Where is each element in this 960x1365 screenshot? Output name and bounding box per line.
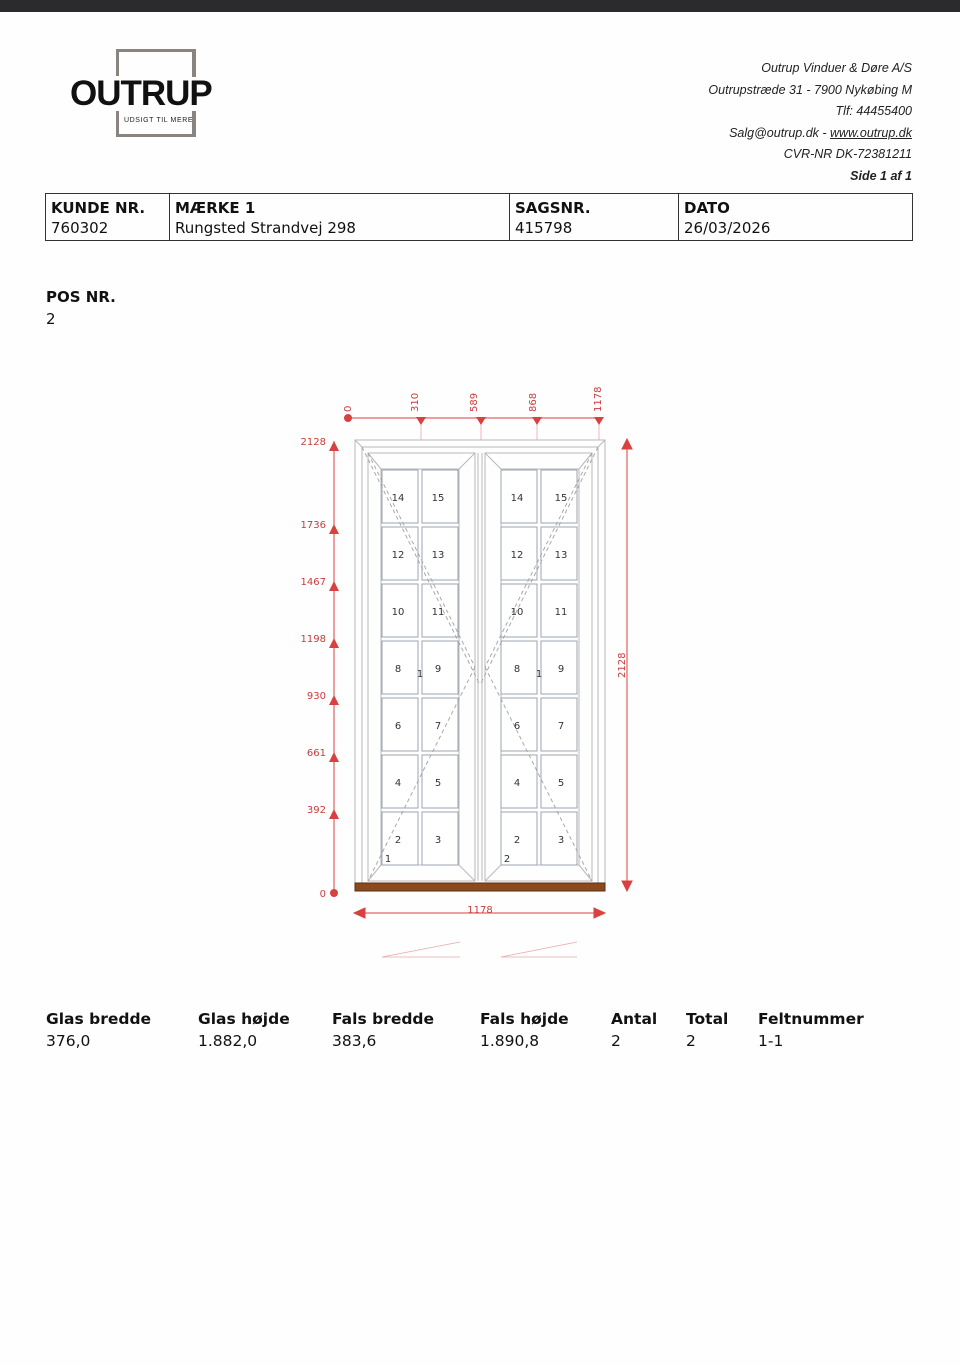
- pane-number: 5: [434, 778, 442, 789]
- logo-wordmark: OUTRUP: [70, 74, 212, 113]
- pane-number: 3: [557, 835, 565, 846]
- left-dim-arrow: [329, 524, 339, 534]
- pane-number: 14: [510, 493, 524, 504]
- fals-hojde-label: Fals højde: [480, 1010, 569, 1028]
- page-indicator: Side 1 af 1: [850, 168, 912, 183]
- pane-number: 3: [434, 835, 442, 846]
- glas-hojde-label: Glas højde: [198, 1010, 290, 1028]
- threshold-sill: [355, 883, 605, 891]
- pane-number: 12: [510, 550, 524, 561]
- left-dim-arrow: [329, 441, 339, 451]
- fals-bredde-value: 383,6: [332, 1032, 377, 1050]
- left-dim-label: 392: [306, 805, 326, 816]
- left-dim-label: 1467: [300, 577, 326, 588]
- antal-value: 2: [611, 1032, 621, 1050]
- left-dim-label: 930: [306, 691, 326, 702]
- left-dim-arrow: [329, 695, 339, 705]
- right-dim: 2128: [617, 652, 628, 678]
- pane-number: 9: [434, 664, 442, 675]
- col-total: [686, 1010, 728, 1050]
- top-dim-868: 868: [528, 392, 539, 412]
- contact-separator: -: [818, 125, 831, 140]
- company-cvr: CVR-NR DK-72381211: [783, 147, 912, 162]
- door-drawing: [290, 385, 650, 965]
- top-dim-589: 589: [469, 392, 480, 412]
- kunde-value: 760302: [51, 219, 109, 237]
- company-email[interactable]: Salg@outrup.dk: [729, 125, 819, 140]
- cell-maerke: [170, 194, 510, 241]
- company-website-link[interactable]: www.outrup.dk: [830, 125, 912, 140]
- top-dim-310: 310: [410, 392, 421, 412]
- fals-hojde-value: 1.890,8: [480, 1032, 540, 1050]
- pane-number: 6: [513, 721, 521, 732]
- dato-value: 26/03/2026: [684, 219, 771, 237]
- company-address: Outrupstræde 31 - 7900 Nykøbing M: [708, 82, 912, 97]
- left-dim-label: 1736: [300, 520, 326, 531]
- total-label: Total: [686, 1010, 729, 1028]
- handle-mark-left: 1: [416, 669, 424, 680]
- pane-number: 7: [557, 721, 565, 732]
- antal-label: Antal: [611, 1010, 658, 1028]
- left-dim-arrow: [329, 752, 339, 762]
- pane-number: 4: [394, 778, 402, 789]
- company-contact: [708, 123, 912, 145]
- feltnummer-label: Feltnummer: [758, 1010, 864, 1028]
- maerke-label: MÆRKE 1: [175, 199, 256, 217]
- pane-number: 11: [554, 607, 568, 618]
- pane-number: 14: [391, 493, 405, 504]
- pane-number: 8: [394, 664, 402, 675]
- cell-sag: [510, 194, 679, 241]
- company-phone: Tlf: 44455400: [835, 104, 912, 119]
- cell-dato: [679, 194, 913, 241]
- kunde-label: KUNDE NR.: [51, 199, 146, 217]
- total-value: 2: [686, 1032, 696, 1050]
- logo-tagline: UDSIGT TIL MERE: [124, 117, 194, 124]
- pane-number: 12: [391, 550, 405, 561]
- left-dim-label: 2128: [300, 437, 326, 448]
- pane-number: 9: [557, 664, 565, 675]
- glas-hojde-value: 1.882,0: [198, 1032, 258, 1050]
- fals-bredde-label: Fals bredde: [332, 1010, 435, 1028]
- pane-number: 13: [554, 550, 568, 561]
- handle-mark-right: 1: [535, 669, 543, 680]
- top-dim-1178: 1178: [593, 386, 604, 412]
- left-dim-arrow: [329, 638, 339, 648]
- company-logo: [66, 47, 216, 141]
- left-dim-label: 1198: [300, 634, 326, 645]
- pane-number: 4: [513, 778, 521, 789]
- col-glas-bredde: [46, 1010, 151, 1050]
- col-feltnummer: [758, 1010, 864, 1050]
- feltnummer-value: 1-1: [758, 1032, 784, 1050]
- pane-number: 8: [513, 664, 521, 675]
- sash-label-left: 1: [384, 854, 392, 865]
- col-antal: [611, 1010, 657, 1050]
- company-name: Outrup Vinduer & Døre A/S: [761, 61, 912, 75]
- left-dim-arrow: [329, 581, 339, 591]
- glas-bredde-value: 376,0: [46, 1032, 91, 1050]
- pane-number: 6: [394, 721, 402, 732]
- pane-number: 2: [394, 835, 402, 846]
- left-dim-arrow: [329, 809, 339, 819]
- col-fals-hojde: [480, 1010, 569, 1050]
- sag-label: SAGSNR.: [515, 199, 591, 217]
- dato-label: DATO: [684, 199, 730, 217]
- col-glas-hojde: [198, 1010, 290, 1050]
- sag-value: 415798: [515, 219, 573, 237]
- col-fals-bredde: [332, 1010, 434, 1050]
- maerke-value: Rungsted Strandvej 298: [175, 219, 356, 237]
- pane-number: 7: [434, 721, 442, 732]
- pos-section: [46, 286, 116, 330]
- pos-value: 2: [46, 310, 56, 328]
- pane-number: 13: [431, 550, 445, 561]
- left-dim-label: 0: [319, 889, 326, 900]
- pos-label: POS NR.: [46, 288, 116, 306]
- top-bar: [0, 0, 960, 12]
- cell-kunde: [46, 194, 170, 241]
- pane-number: 11: [431, 607, 445, 618]
- order-info-table: [45, 193, 913, 241]
- pane-number: 5: [557, 778, 565, 789]
- pane-number: 10: [510, 607, 524, 618]
- sash-label-right: 2: [503, 854, 511, 865]
- glas-bredde-label: Glas bredde: [46, 1010, 152, 1028]
- top-dim-0: 0: [343, 405, 354, 412]
- pane-number: 10: [391, 607, 405, 618]
- pane-number: 15: [431, 493, 445, 504]
- company-info: [708, 58, 912, 188]
- pane-number: 2: [513, 835, 521, 846]
- pane-number: 15: [554, 493, 568, 504]
- bottom-dim: 1178: [467, 905, 493, 916]
- left-dim-label: 661: [306, 748, 326, 759]
